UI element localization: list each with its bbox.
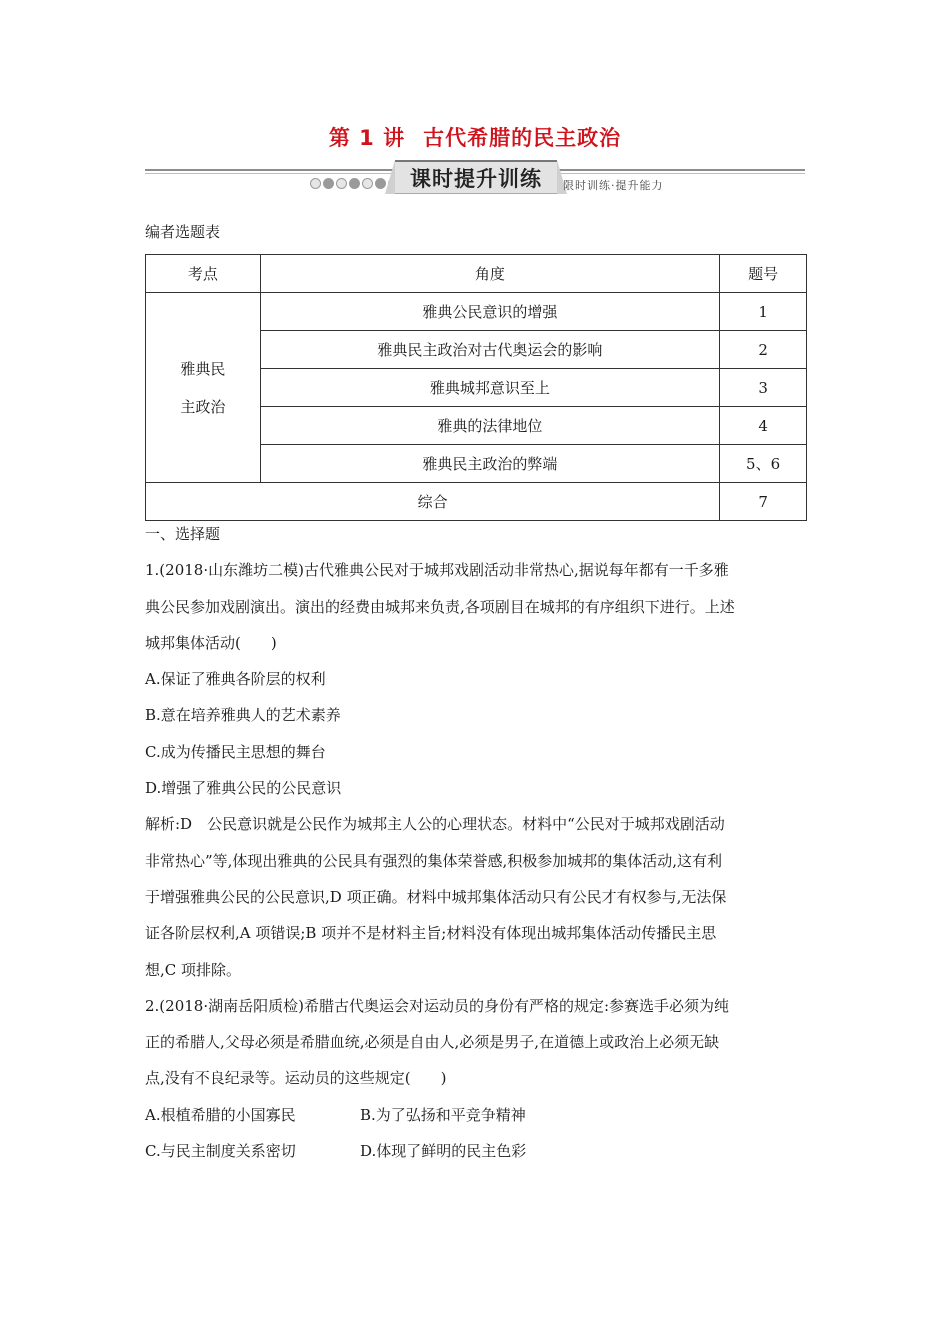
q2-option-c: C.与民主制度关系密切: [145, 1142, 296, 1161]
page-title: [0, 122, 950, 152]
lesson-number: 第 1 讲: [328, 126, 406, 150]
q2-stem-line: 2.(2018·湖南岳阳质检)希腊古代奥运会对运动员的身份有严格的规定:参赛选手必须为纯: [145, 996, 730, 1015]
q2-options-row: [145, 1133, 810, 1169]
q1-stem-line: 城邦集体活动( ): [145, 633, 277, 652]
banner-title: 课时提升训练: [395, 160, 557, 194]
dot-icon: [362, 178, 373, 189]
q1-option-a: A.保证了雅典各阶层的权利: [145, 670, 326, 689]
lesson-title: 古代希腊的民主政治: [423, 126, 622, 150]
table-caption: 编者选题表: [145, 223, 221, 241]
angle-cell: 雅典公民意识的增强: [260, 293, 720, 331]
q2-stem-line: 正的希腊人,父母必须是希腊血统,必须是自由人,必须是男子,在道德上或政治上必须无缺: [145, 1033, 720, 1052]
dot-icon: [336, 178, 347, 189]
q1-option-d: D.增强了雅典公民的公民意识: [145, 779, 342, 798]
section-heading: 一、选择题: [145, 525, 221, 543]
q1-stem-line: 1.(2018·山东潍坊二模)古代雅典公民对于城邦戏剧活动非常热心,据说每年都有一千多雅: [145, 561, 729, 580]
q2-options-row: [145, 1097, 810, 1133]
num-cell: 2: [720, 331, 807, 369]
header-tihao: 题号: [720, 255, 807, 293]
q2-option-b: B.为了弘扬和平竞争精神: [360, 1105, 526, 1124]
group-label-cell: [146, 293, 261, 483]
dot-icon: [349, 178, 360, 189]
q2-option-d: D.体现了鲜明的民主色彩: [360, 1142, 527, 1161]
table-summary-row: [146, 483, 807, 521]
angle-cell: 雅典民主政治对古代奥运会的影响: [260, 331, 720, 369]
q1-option-c: C.成为传播民主思想的舞台: [145, 742, 326, 761]
num-cell: 3: [720, 369, 807, 407]
table-header-row: [146, 255, 807, 293]
dot-icon: [323, 178, 334, 189]
q1-analysis-line: 非常热心”等,体现出雅典的公民具有强烈的集体荣誉感,积极参加城邦的集体活动,这有利: [145, 851, 722, 870]
table-row: [146, 293, 807, 331]
questions: [145, 516, 810, 1169]
summary-num-cell: 7: [720, 483, 807, 521]
angle-cell: 雅典民主政治的弊端: [260, 445, 720, 483]
num-cell: 4: [720, 407, 807, 445]
dot-icon: [310, 178, 321, 189]
header-jiaodu: 角度: [260, 255, 720, 293]
q1-analysis-line: 解析:D 公民意识就是公民作为城邦主人公的心理状态。材料中“公民对于城邦戏剧活动: [145, 815, 725, 834]
q1-option-b: B.意在培养雅典人的艺术素养: [145, 706, 341, 725]
q2-option-a: A.根植希腊的小国寡民: [145, 1105, 296, 1124]
q2-stem-line: 点,没有不良纪录等。运动员的这些规定( ): [145, 1069, 447, 1088]
q1-stem-line: 典公民参加戏剧演出。演出的经费由城邦来负责,各项剧目在城邦的有序组织下进行。上述: [145, 597, 735, 616]
selection-table: [145, 254, 807, 521]
banner-subtitle: 限时训练·提升能力: [563, 179, 664, 192]
summary-label-cell: 综合: [146, 483, 720, 521]
group-label-line: 主政治: [180, 397, 226, 416]
angle-cell: 雅典的法律地位: [260, 407, 720, 445]
q1-analysis-line: 想,C 项排除。: [145, 960, 242, 979]
num-cell: 5、6: [720, 445, 807, 483]
num-cell: 1: [720, 293, 807, 331]
header-kaodian: 考点: [146, 255, 261, 293]
angle-cell: 雅典城邦意识至上: [260, 369, 720, 407]
q1-analysis-line: 于增强雅典公民的公民意识,D 项正确。材料中城邦集体活动只有公民才有权参与,无法保: [145, 887, 727, 906]
q1-analysis-line: 证各阶层权利,A 项错误;B 项并不是材料主旨;材料没有体现出城邦集体活动传播民主思: [145, 924, 717, 943]
group-label-line: 雅典民: [180, 359, 226, 378]
